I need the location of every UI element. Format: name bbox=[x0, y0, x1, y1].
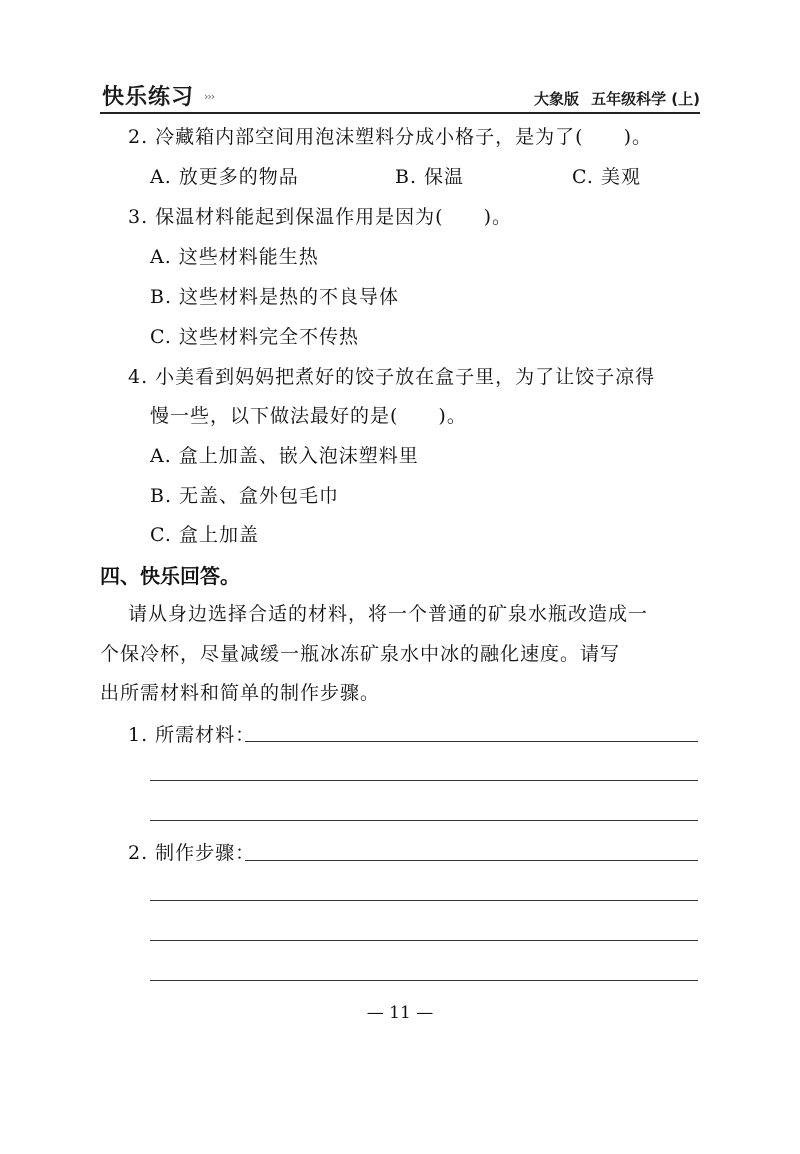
materials-answer-line-2[interactable] bbox=[150, 780, 698, 781]
q3-option-a: A. 这些材料能生热 bbox=[150, 246, 319, 268]
chevron-right-icon: ››› bbox=[204, 90, 215, 103]
q4-option-a: A. 盒上加盖、嵌入泡沫塑料里 bbox=[150, 445, 419, 467]
book-label: 五年级科学 (上) bbox=[591, 90, 700, 108]
section-4-title: 四、快乐回答。 bbox=[100, 564, 240, 588]
steps-answer-line-1[interactable] bbox=[245, 860, 698, 861]
q2-option-a: A. 放更多的物品 bbox=[150, 166, 299, 188]
steps-label: 2. 制作步骤： bbox=[128, 842, 256, 864]
q2-option-b: B. 保温 bbox=[395, 166, 465, 188]
q3-option-c: C. 这些材料完全不传热 bbox=[150, 326, 359, 348]
section-4-paragraph-line3: 出所需材料和简单的制作步骤。 bbox=[100, 682, 381, 704]
publisher-label: 大象版 bbox=[534, 90, 580, 108]
header-book-info bbox=[534, 88, 700, 109]
question-4-text-line2: 慢一些，以下做法最好的是( )。 bbox=[150, 405, 467, 427]
header-title: 快乐练习 bbox=[102, 85, 195, 110]
section-4-paragraph-line2: 个保冷杯，尽量减缓一瓶冰冻矿泉水中冰的融化速度。请写 bbox=[100, 643, 621, 665]
q2-option-c: C. 美观 bbox=[572, 166, 641, 188]
section-4-paragraph-line1: 请从身边选择合适的材料，将一个普通的矿泉水瓶改造成一 bbox=[128, 603, 649, 625]
q4-option-c: C. 盒上加盖 bbox=[150, 524, 259, 546]
question-3-text: 3. 保温材料能起到保温作用是因为( )。 bbox=[128, 206, 512, 228]
materials-answer-line-1[interactable] bbox=[245, 741, 698, 742]
steps-answer-line-3[interactable] bbox=[150, 940, 698, 941]
steps-answer-line-2[interactable] bbox=[150, 900, 698, 901]
materials-answer-line-3[interactable] bbox=[150, 820, 698, 821]
page-number: — 11 — bbox=[366, 1003, 434, 1023]
question-2-text: 2. 冷藏箱内部空间用泡沫塑料分成小格子，是为了( )。 bbox=[128, 126, 652, 148]
q3-option-b: B. 这些材料是热的不良导体 bbox=[150, 286, 400, 308]
question-4-text-line1: 4. 小美看到妈妈把煮好的饺子放在盒子里，为了让饺子凉得 bbox=[128, 366, 656, 388]
page-header bbox=[100, 78, 700, 114]
materials-label: 1. 所需材料： bbox=[128, 724, 256, 746]
q4-option-b: B. 无盖、盒外包毛巾 bbox=[150, 485, 340, 507]
steps-answer-line-4[interactable] bbox=[150, 980, 698, 981]
